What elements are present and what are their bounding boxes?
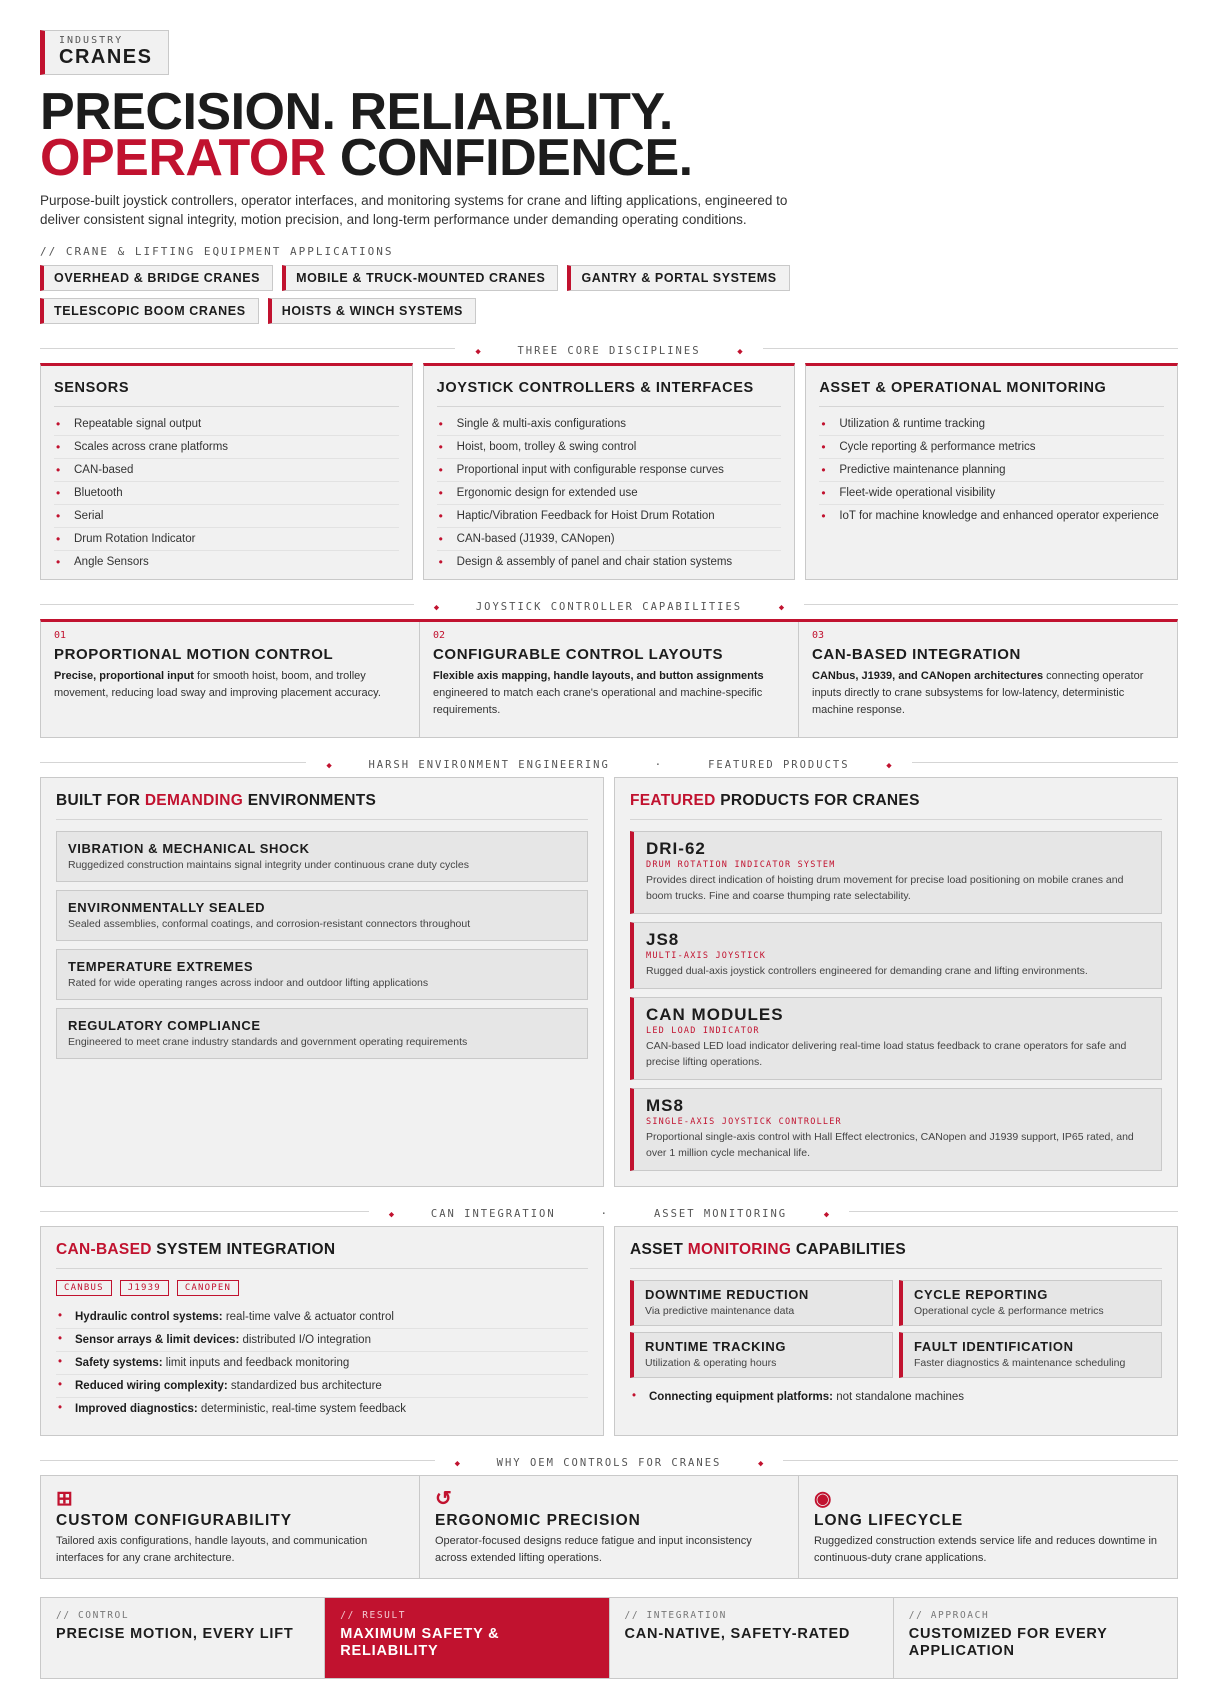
environment-title: REGULATORY COMPLIANCE [68, 1018, 261, 1033]
environment-text: Engineered to meet crane industry standards and government operating requirements [68, 1036, 468, 1048]
why-oem-row [40, 1475, 1178, 1579]
footer-label: // APPROACH [908, 1610, 990, 1621]
monitoring-cell [899, 1280, 1162, 1326]
list-item: • Hoist, boom, trolley & swing control [437, 436, 782, 459]
divider-label: ASSET MONITORING [644, 1208, 797, 1220]
list-item: • Safety systems: limit inputs and feedback monitoring [56, 1352, 588, 1375]
environment-text: Sealed assemblies, conformal coatings, and corrosion-resistant connectors throughout [68, 918, 471, 930]
list-item: • Angle Sensors [54, 551, 399, 573]
product-text: Provides direct indication of hoisting drum movement for precise load positioning on mobile cranes and boom trucks. Fine and coarse thumping rate selectability. [646, 874, 1124, 902]
product-name: MS8 [646, 1096, 684, 1115]
grid-icon: ⊞ [56, 1488, 73, 1510]
application-chip: TELESCOPIC BOOM CRANES [40, 298, 259, 324]
product-subtitle: DRUM ROTATION INDICATOR SYSTEM [646, 860, 836, 870]
list-item: • Repeatable signal output [54, 413, 399, 436]
section-divider: ◆ HARSH ENVIRONMENT ENGINEERING · FEATURED PRODUCTS ◆ [40, 755, 1178, 769]
list-item: • Scales across crane platforms [54, 436, 399, 459]
section-divider: ◆ CAN INTEGRATION · ASSET MONITORING ◆ [40, 1204, 1178, 1218]
environment-item [56, 890, 588, 941]
monitoring-cell [899, 1332, 1162, 1378]
footer-cell-highlight [325, 1598, 609, 1678]
list-item: • Bluetooth [54, 482, 399, 505]
can-integration-panel [40, 1226, 604, 1436]
footer-title: MAXIMUM SAFETY & RELIABILITY [340, 1626, 500, 1659]
monitoring-cell-text: Operational cycle & performance metrics [914, 1305, 1104, 1317]
list-item: • Reduced wiring complexity: standardized bus architecture [56, 1375, 588, 1398]
environment-item [56, 1008, 588, 1059]
footer-title: PRECISE MOTION, EVERY LIFT [56, 1626, 294, 1642]
capability-title: CONFIGURABLE CONTROL LAYOUTS [433, 646, 724, 663]
why-title: CUSTOM CONFIGURABILITY [56, 1512, 293, 1529]
monitoring-title: ASSET MONITORING CAPABILITIES [630, 1241, 1162, 1269]
capability-text: Precise, proportional input for smooth hoist, boom, and trolley movement, reducing load sway and improving placement accuracy. [54, 670, 381, 699]
environment-title: ENVIRONMENTALLY SEALED [68, 900, 266, 915]
why-text: Tailored axis configurations, handle layouts, and communication interfaces for any crane architecture. [56, 1535, 368, 1564]
target-icon: ◉ [814, 1488, 832, 1510]
why-card [799, 1476, 1177, 1578]
list-item: • IoT for machine knowledge and enhanced operator experience [819, 505, 1164, 527]
application-chip: GANTRY & PORTAL SYSTEMS [567, 265, 789, 291]
monitoring-cell-text: Faster diagnostics & maintenance scheduling [914, 1357, 1126, 1369]
why-title: LONG LIFECYCLE [814, 1512, 964, 1529]
section-divider [40, 597, 1178, 611]
protocol-pill: J1939 [120, 1280, 169, 1296]
application-chip: HOISTS & WINCH SYSTEMS [268, 298, 476, 324]
products-title: FEATURED PRODUCTS FOR CRANES [630, 792, 1162, 820]
capability-text: CANbus, J1939, and CANopen architectures connecting operator inputs directly to crane subsystems for low-latency, deterministic machine response. [812, 670, 1144, 716]
industry-tag-label: INDUSTRY [59, 35, 124, 46]
environments-title: BUILT FOR DEMANDING ENVIRONMENTS [56, 792, 588, 820]
diamond-icon: ◆ [445, 1459, 470, 1469]
product-card[interactable] [630, 1088, 1162, 1171]
monitoring-cell-title: CYCLE REPORTING [914, 1287, 1048, 1302]
core-disciplines [40, 363, 1178, 580]
environment-products-row [40, 777, 1178, 1187]
discipline-title: SENSORS [54, 380, 399, 407]
capability-number: 02 [433, 630, 446, 641]
list-item: • Utilization & runtime tracking [819, 413, 1164, 436]
footer-title: CUSTOMIZED FOR EVERY APPLICATION [908, 1626, 1108, 1659]
discipline-title: JOYSTICK CONTROLLERS & INTERFACES [437, 380, 782, 407]
list-item: • Sensor arrays & limit devices: distributed I/O integration [56, 1329, 588, 1352]
list-item: • Fleet-wide operational visibility [819, 482, 1164, 505]
environment-item [56, 949, 588, 1000]
why-card [41, 1476, 420, 1578]
product-name: DRI-62 [646, 839, 706, 858]
products-panel [614, 777, 1178, 1187]
headline [40, 83, 1178, 187]
footer-label: // CONTROL [56, 1610, 130, 1621]
product-subtitle: LED LOAD INDICATOR [646, 1026, 760, 1036]
diamond-icon: ◆ [748, 1459, 773, 1469]
diamond-icon: ◆ [424, 603, 449, 613]
product-text: Proportional single-axis control with Hall Effect electronics, CANopen and J1939 support, IP65 rated, and over 1 million cycle mechanical life. [646, 1131, 1134, 1159]
product-text: CAN-based LED load indicator delivering real-time load status feedback to crane operators for safe and precise lifting operations. [646, 1040, 1127, 1068]
diamond-icon: ◆ [769, 603, 794, 613]
capability-card [799, 622, 1177, 737]
footer-cell [894, 1598, 1177, 1678]
page [40, 30, 1178, 1679]
applications-list [40, 265, 1000, 324]
discipline-card [40, 363, 413, 580]
industry-tag [40, 30, 169, 75]
product-card[interactable] [630, 831, 1162, 914]
headline-line1: PRECISION. RELIABILITY. [40, 83, 673, 141]
list-item: • Drum Rotation Indicator [54, 528, 399, 551]
discipline-title: ASSET & OPERATIONAL MONITORING [819, 380, 1164, 407]
intro-paragraph: Purpose-built joystick controllers, operator interfaces, and monitoring systems for crane and lifting applications, engineered to deliver consistent signal integrity, motion precision, and long-term performance under demanding operating conditions. [40, 193, 788, 227]
list-item: • Improved diagnostics: deterministic, real-time system feedback [56, 1398, 588, 1420]
list-item: • Ergonomic design for extended use [437, 482, 782, 505]
capability-title: CAN-BASED INTEGRATION [812, 646, 1021, 663]
product-name: JS8 [646, 930, 680, 949]
footer-label: // RESULT [340, 1610, 407, 1621]
monitoring-grid [630, 1280, 1162, 1378]
footer-summary [40, 1597, 1178, 1679]
headline-rest: CONFIDENCE. [325, 129, 693, 187]
product-card[interactable] [630, 997, 1162, 1080]
diamond-icon: ◆ [465, 347, 490, 357]
monitoring-cell-title: RUNTIME TRACKING [645, 1339, 787, 1354]
monitoring-cell [630, 1332, 893, 1378]
can-monitoring-row [40, 1226, 1178, 1436]
environment-item [56, 831, 588, 882]
applications-kicker: // CRANE & LIFTING EQUIPMENT APPLICATIONS [40, 245, 394, 258]
discipline-card [423, 363, 796, 580]
list-item: • Predictive maintenance planning [819, 459, 1164, 482]
application-chip: MOBILE & TRUCK-MOUNTED CRANES [282, 265, 558, 291]
section-divider [40, 1453, 1178, 1467]
joystick-capabilities [40, 619, 1178, 738]
capability-card [41, 622, 420, 737]
discipline-card [805, 363, 1178, 580]
monitoring-cell-title: DOWNTIME REDUCTION [645, 1287, 809, 1302]
capability-title: PROPORTIONAL MOTION CONTROL [54, 646, 334, 663]
environment-text: Ruggedized construction maintains signal integrity under continuous crane duty cycles [68, 859, 469, 871]
asset-monitoring-panel [614, 1226, 1178, 1436]
environment-title: VIBRATION & MECHANICAL SHOCK [68, 841, 310, 856]
divider-label: THREE CORE DISCIPLINES [507, 345, 710, 357]
product-subtitle: MULTI-AXIS JOYSTICK [646, 951, 767, 961]
why-card [420, 1476, 799, 1578]
section-divider [40, 341, 1178, 355]
environments-panel [40, 777, 604, 1187]
why-title: ERGONOMIC PRECISION [435, 1512, 641, 1529]
list-item: • Serial [54, 505, 399, 528]
product-subtitle: SINGLE-AXIS JOYSTICK CONTROLLER [646, 1117, 842, 1127]
capability-number: 03 [812, 630, 825, 641]
footer-cell [41, 1598, 325, 1678]
divider-label: CAN INTEGRATION [421, 1208, 566, 1220]
list-item: • Single & multi-axis configurations [437, 413, 782, 436]
why-text: Ruggedized construction extends service life and reduces downtime in continuous-duty crane applications. [814, 1535, 1158, 1564]
protocol-pills [56, 1280, 588, 1296]
rotate-icon: ↺ [435, 1488, 452, 1510]
product-card[interactable] [630, 922, 1162, 989]
list-item: • Haptic/Vibration Feedback for Hoist Drum Rotation [437, 505, 782, 528]
footer-cell [610, 1598, 894, 1678]
why-text: Operator-focused designs reduce fatigue and input inconsistency across extended lifting operations. [435, 1535, 752, 1564]
monitoring-cell-title: FAULT IDENTIFICATION [914, 1339, 1074, 1354]
industry-tag-value: CRANES [59, 46, 153, 68]
product-name: CAN MODULES [646, 1005, 784, 1024]
environment-title: TEMPERATURE EXTREMES [68, 959, 254, 974]
monitoring-cell [630, 1280, 893, 1326]
product-text: Rugged dual-axis joystick controllers engineered for demanding crane and lifting environments. [646, 965, 1088, 977]
list-item: • Hydraulic control systems: real-time valve & actuator control [56, 1306, 588, 1329]
monitoring-cell-text: Utilization & operating hours [645, 1357, 777, 1369]
diamond-icon: ◆ [316, 761, 341, 771]
monitoring-cell-text: Via predictive maintenance data [645, 1305, 795, 1317]
diamond-icon: ◆ [814, 1210, 839, 1220]
capability-card [420, 622, 799, 737]
diamond-icon: ◆ [379, 1210, 404, 1220]
divider-label: WHY OEM CONTROLS FOR CRANES [487, 1457, 732, 1469]
capability-number: 01 [54, 630, 67, 641]
can-title: CAN-BASED SYSTEM INTEGRATION [56, 1241, 588, 1269]
list-item: • CAN-based (J1939, CANopen) [437, 528, 782, 551]
footer-label: // INTEGRATION [624, 1610, 727, 1621]
divider-label: FEATURED PRODUCTS [698, 759, 859, 771]
list-item: • Design & assembly of panel and chair station systems [437, 551, 782, 573]
protocol-pill: CANOPEN [177, 1280, 239, 1296]
list-item: • Cycle reporting & performance metrics [819, 436, 1164, 459]
protocol-pill: CANBUS [56, 1280, 112, 1296]
capability-text: Flexible axis mapping, handle layouts, and button assignments engineered to match each crane's operational and machine-specific requirements. [433, 670, 764, 716]
environment-text: Rated for wide operating ranges across indoor and outdoor lifting applications [68, 977, 429, 989]
list-item: • Proportional input with configurable response curves [437, 459, 782, 482]
footer-title: CAN-NATIVE, SAFETY-RATED [624, 1626, 851, 1642]
diamond-icon: ◆ [727, 347, 752, 357]
list-item: • Connecting equipment platforms: not standalone machines [630, 1386, 1162, 1408]
application-chip: OVERHEAD & BRIDGE CRANES [40, 265, 273, 291]
list-item: • CAN-based [54, 459, 399, 482]
divider-label: JOYSTICK CONTROLLER CAPABILITIES [466, 601, 752, 613]
divider-label: HARSH ENVIRONMENT ENGINEERING [358, 759, 619, 771]
headline-red-word: OPERATOR [40, 129, 326, 187]
diamond-icon: ◆ [876, 761, 901, 771]
